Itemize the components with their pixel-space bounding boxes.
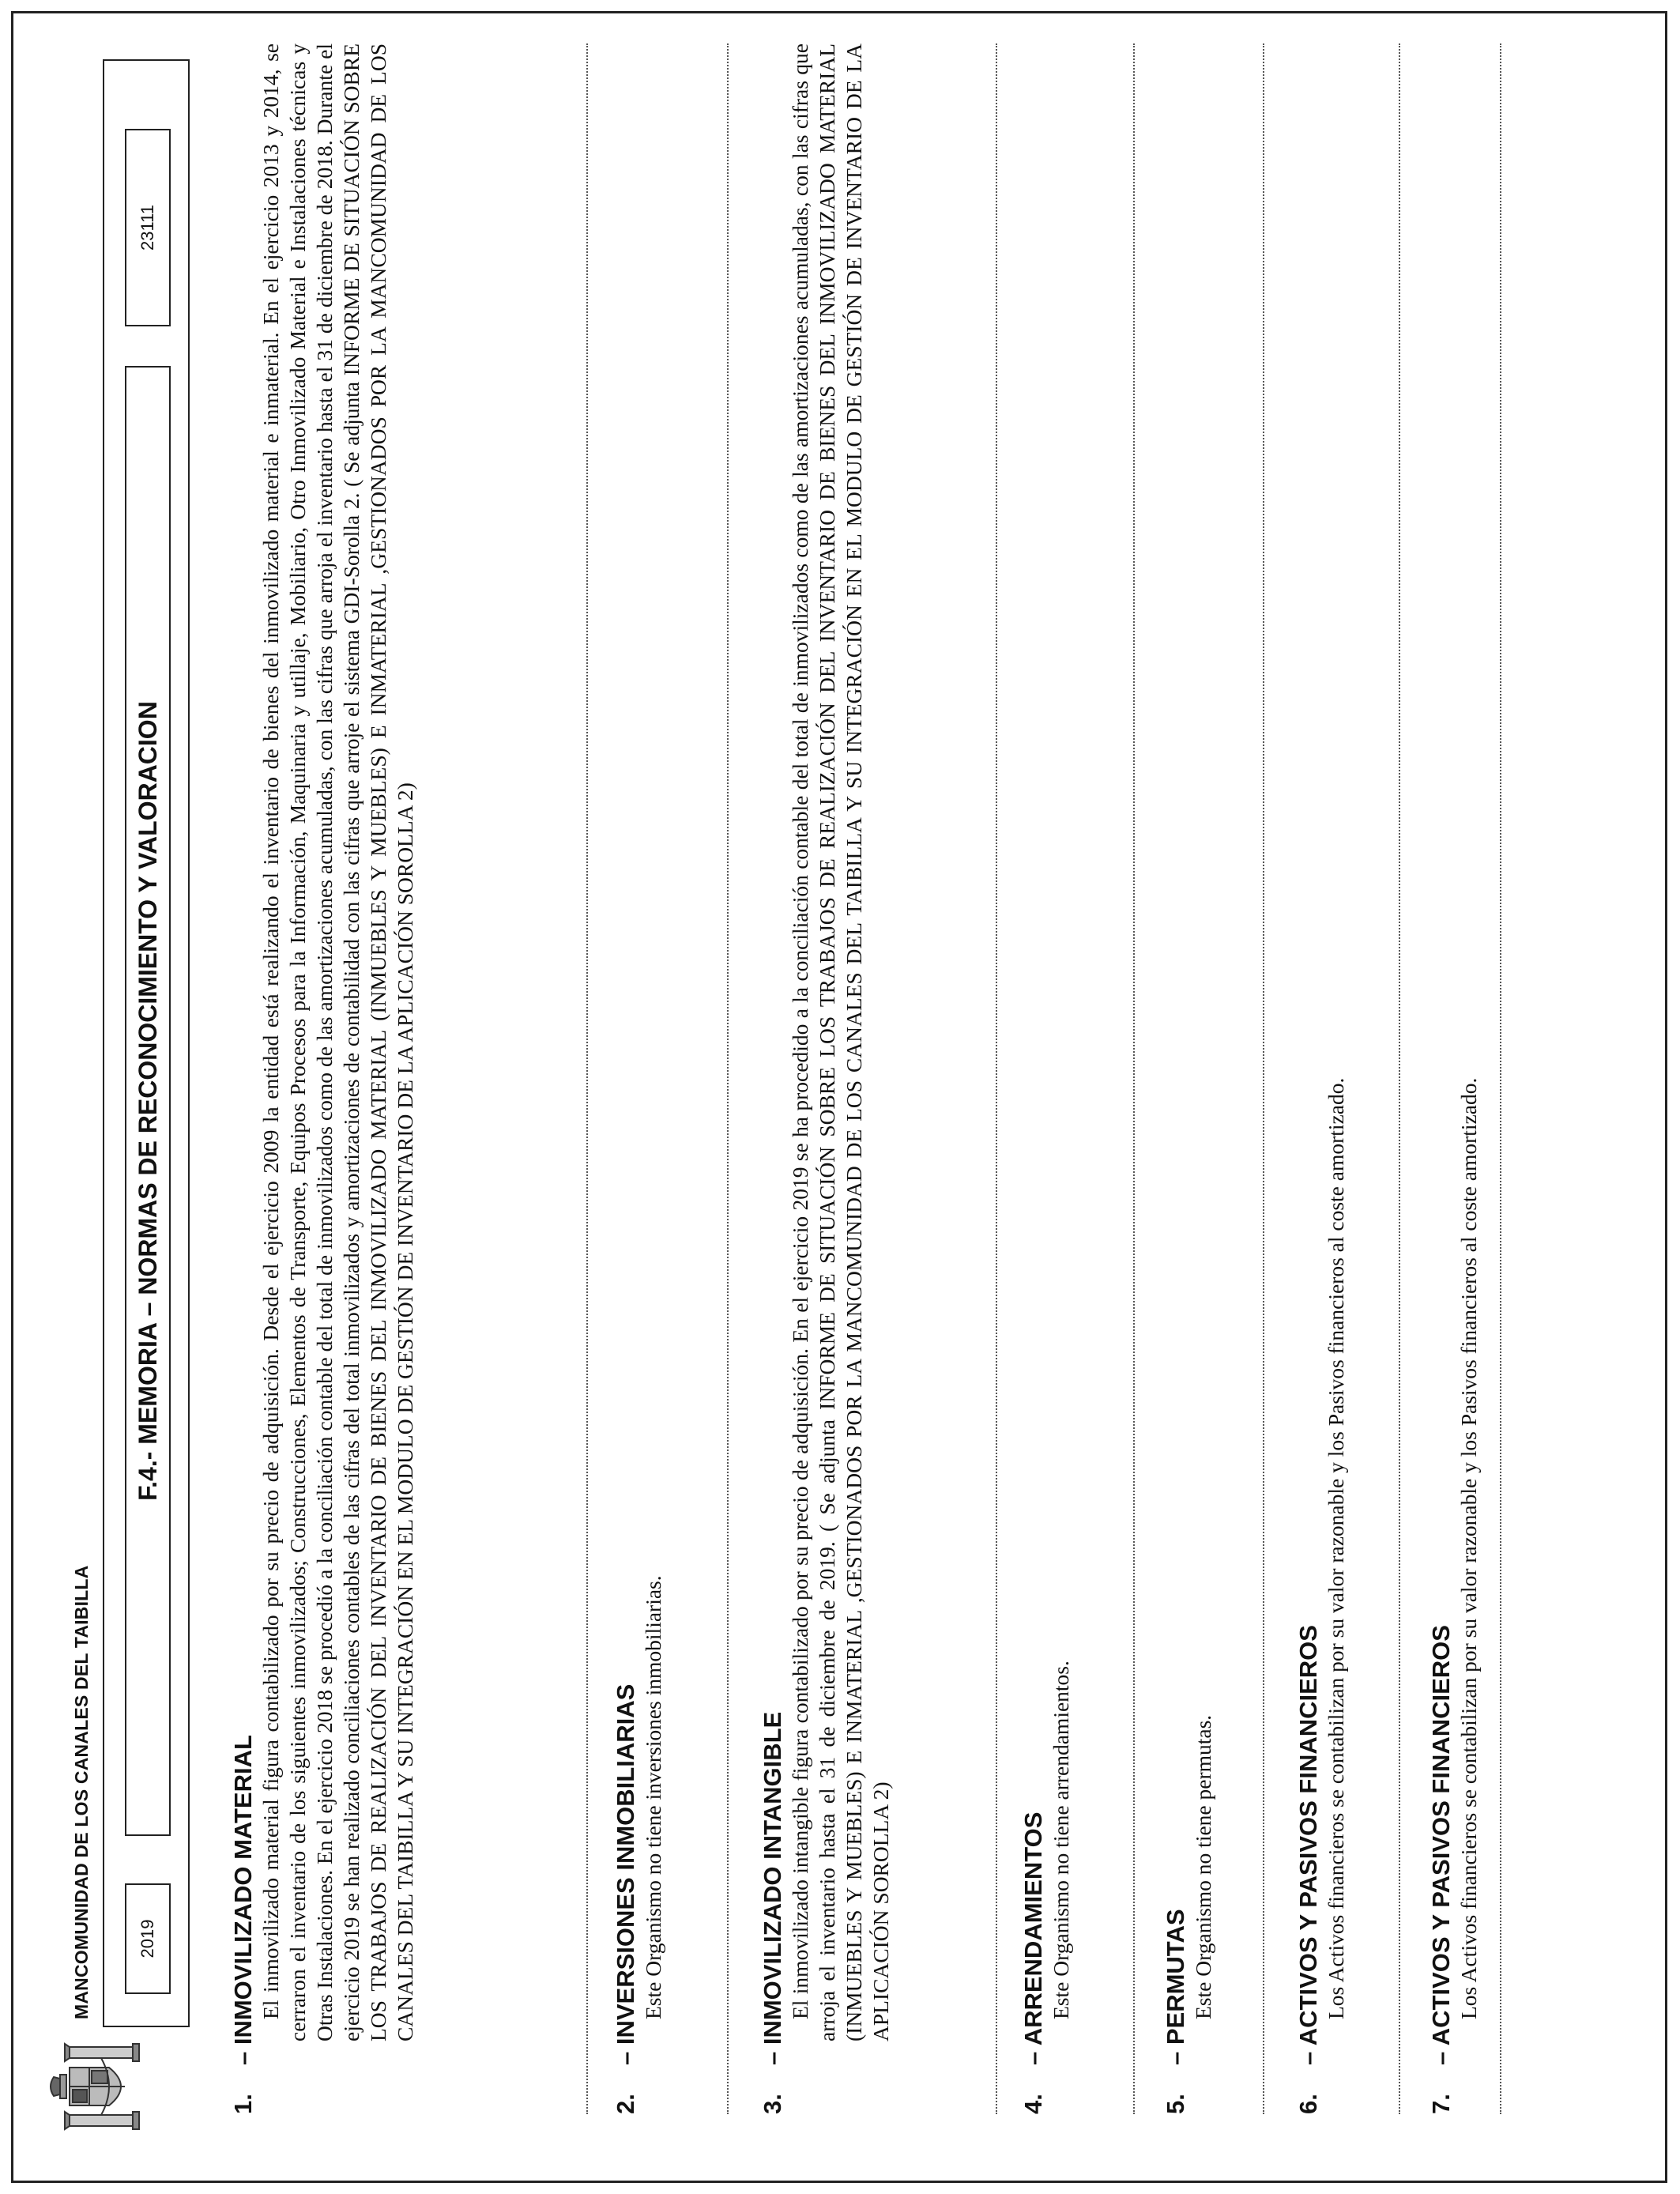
section-title: – INVERSIONES INMOBILIARIAS — [612, 1683, 639, 2065]
section-number: 7. — [1427, 2094, 1455, 2114]
organization-name: MANCOMUNIDAD DE LOS CANALES DEL TAIBILLA — [71, 1565, 92, 2019]
separator — [996, 43, 997, 2114]
section-title: – INMOVILIZADO INTANGIBLE — [759, 1711, 786, 2065]
section-body: El inmovilizado intangible figura contabilizado por su precio de adquisición. En el ejercicio 2019 se ha procedido a la conciliación contable del total de inmovilizados como de las amortizaciones acumuladas, con las cifras que arroja el inventario hasta el 31 de diciembre de 2019. ( Se adjunta INFORME DE SITUACIÓN SOBRE LOS TRABAJOS DE REALIZACIÓN DEL INVENTARIO DE BIENES DEL INMOVILIZADO MATERIAL (INMUEBLES Y MUEBLES) E INMATERIAL ,GESTIONADOS POR LA MANCOMUNIDAD DE LOS CANALES DEL TAIBILLA Y SU INTEGRACIÓN EN EL MODULO DE GESTIÓN DE INVENTARIO DE LA APLICACIÓN SOROLLA 2) — [788, 43, 893, 2041]
section-body: Este Organismo no tiene arrendamientos. — [1049, 1661, 1073, 2019]
separator — [586, 43, 588, 2114]
separator — [1500, 43, 1501, 2114]
section-number: 6. — [1294, 2094, 1322, 2114]
section-body: Los Activos financieros se contabilizan por su valor razonable y los Pasivos financieros al coste amortizado. — [1324, 1077, 1348, 2019]
header-box — [103, 59, 190, 2027]
section-title: – INMOVILIZADO MATERIAL — [229, 1735, 257, 2065]
section-number: 2. — [612, 2094, 639, 2114]
separator — [727, 43, 729, 2114]
section-body: Este Organismo no tiene inversiones inmobiliarias. — [641, 1575, 665, 2019]
section-number: 5. — [1162, 2094, 1189, 2114]
document-title: F.4.- MEMORIA – NORMAS DE RECONOCIMIENTO Y VALORACION — [125, 366, 171, 1836]
section-inmovilizado-material — [229, 43, 419, 2114]
section-number: 4. — [1019, 2094, 1047, 2114]
rotated-page — [24, 28, 1652, 2162]
section-inversiones-inmobiliarias — [612, 43, 667, 2114]
separator — [1399, 43, 1400, 2114]
section-inmovilizado-intangible — [759, 43, 895, 2114]
section-title: – PERMUTAS — [1162, 1909, 1189, 2065]
section-number: 1. — [229, 2094, 257, 2114]
separator — [1263, 43, 1264, 2114]
section-activos-pasivos-financieros — [1294, 43, 1350, 2114]
section-title: – ACTIVOS Y PASIVOS FINANCIEROS — [1294, 1625, 1322, 2065]
separator — [1133, 43, 1135, 2114]
section-title: – ARRENDAMIENTOS — [1019, 1811, 1047, 2065]
section-number: 3. — [759, 2094, 786, 2114]
section-body: Los Activos financieros se contabilizan por su valor razonable y los Pasivos financieros al coste amortizado. — [1456, 1077, 1481, 2019]
section-permutas — [1162, 43, 1217, 2114]
section-activos-pasivos-financieros-2 — [1427, 43, 1482, 2114]
section-body: Este Organismo no tiene permutas. — [1191, 1714, 1215, 2019]
section-body: El inmovilizado material figura contabilizado por su precio de adquisición. Desde el ejercicio 2009 la entidad está realizando el inventario de bienes del inmovilizado material e inmaterial. En el ejercicio 2013 y 2014, se cerraron el inventario de los siguientes inmovilizados; Construcciones, Elementos de Transporte, Equipos Procesos para la Información, Maquinaria y utillaje, Mobiliario, Otro Inmovilizado Material e Instalaciones técnicas y Otras Instalaciones. En el ejercicio 2018 se procedió a la conciliación contable del total de inmovilizados como de las amortizaciones acumuladas, con las cifras que arroja el inventario hasta el 31 de diciembre de 2018. Durante el ejercicio 2019 se han realizado conciliaciones contables de las cifras del total inmovilizados y amortizaciones de contabilidad con las cifras que arroje el sistema GDI-Sorolla 2. ( Se adjunta INFORME DE SITUACIÓN SOBRE LOS TRABAJOS DE REALIZACIÓN DEL INVENTARIO DE BIENES DEL INMOVILIZADO MATERIAL (INMUEBLES Y MUEBLES) E INMATERIAL ,GESTIONADOS POR LA MANCOMUNIDAD DE LOS CANALES DEL TAIBILLA Y SU INTEGRACIÓN EN EL MODULO DE GESTIÓN DE INVENTARIO DE LA APLICACIÓN SOROLLA 2) — [258, 43, 417, 2041]
year-box: 2019 — [125, 1883, 171, 1994]
section-arrendamientos — [1019, 43, 1075, 2114]
document-code: 23111 — [125, 129, 171, 326]
section-title: – ACTIVOS Y PASIVOS FINANCIEROS — [1427, 1625, 1455, 2065]
coat-of-arms-icon — [46, 2039, 156, 2134]
